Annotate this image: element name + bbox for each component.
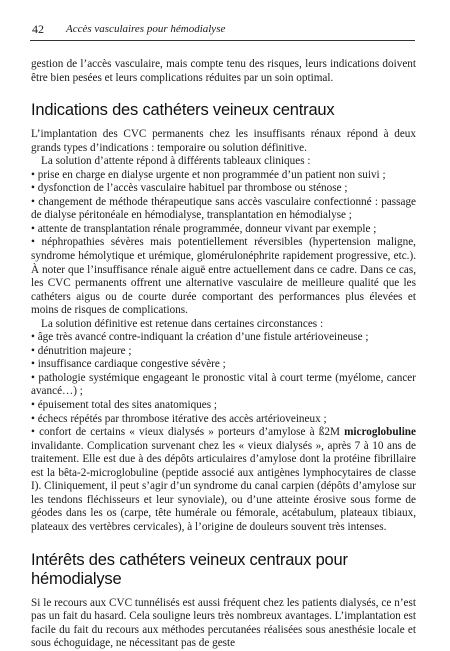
heading-line: hémodialyse	[31, 569, 122, 588]
paragraph: La solution définitive est retenue dans certaines circonstances :	[41, 317, 324, 330]
bullet-item: • dénutrition majeure ;	[31, 345, 416, 359]
paragraph: L’implantation des CVC permanents chez les insuffisants rénaux répond à deux grands types d’indications : temporaire ou solution définitive.	[31, 128, 416, 154]
bullet-item: • épuisement total des sites anatomiques ;	[31, 399, 416, 413]
bullet-item: • âge très avancé contre-indiquant la création d’une fistule artérioveineuse ;	[31, 331, 416, 345]
page-number: 42	[32, 22, 44, 36]
bullet-text: invalidante. Complication survenant chez les « vieux dialysés », après 7 à 10 ans de traitement. Elle est due à des dépôts articulaires d’amylose dont la protéine fibrillaire est la bêta-2-microglobuline (peptide associé aux antigènes lymphocytaires de classe I). Cliniquement, il peut s’agir d’un syndrome du canal carpien (dépôts d’amylose sur les tendons fléchisseurs et leur synoviale), ou d’une atteinte érosive sous forme de géodes dans les os (carpe, tête humérale ou fémorale, acétabulum, plateaux tibiaux, plateaux des vertèbres cervicales), à l’origine de douleurs souvent très intenses.	[31, 439, 416, 533]
section-heading-interets	[31, 551, 416, 589]
heading-line: Intérêts des cathéters veineux centraux pour	[31, 550, 348, 569]
paragraph: Si le recours aux CVC tunnélisés est aussi fréquent chez les patients dialysés, ce n’est pas un fait du hasard. Cela souligne leurs très nombreux avantages. L’implantation est facile du fait du recours aux méthodes percutanées réalisées sous anesthésie locale et sous échoguidage, ne nécessitant pas de geste	[31, 596, 416, 650]
running-title: Accès vasculaires pour hémodialyse	[66, 23, 226, 35]
bullet-item-amylose	[31, 426, 416, 534]
running-header	[30, 22, 415, 41]
bullet-item: • néphropathies sévères mais potentiellement réversibles (hypertension maligne, syndrome hémolytique et urémique, glomérulonéphrite rapidement progressive, etc.). À noter que l’insuffisance rénale aiguë entre actuellement dans ce cadre. Dans ce cas, les CVC permanents offrent une alternative vasculaire de meilleure qualité que les cathéters aigus ou de courte durée comportant des performances plus élevées et moins de risques de complications.	[31, 236, 416, 317]
bullet-item: • insuffisance cardiaque congestive sévère ;	[31, 358, 416, 372]
bullet-item: • échecs répétés par thrombose itérative des accès artérioveineux ;	[31, 413, 416, 427]
bold-term: microglobuline	[344, 426, 416, 439]
bullet-item: • pathologie systémique engageant le pronostic vital à court terme (myélome, cancer avancé…) ;	[31, 372, 416, 399]
bullet-item: • attente de transplantation rénale programmée, donneur vivant par exemple ;	[31, 223, 416, 237]
bullet-item: • changement de méthode thérapeutique sans accès vasculaire confectionné : passage de dialyse péritonéale en hémodialyse, transplantation en hémodialyse ;	[31, 196, 416, 223]
bullet-item: • dysfonction de l’accès vasculaire habituel par thrombose ou sténose ;	[31, 182, 416, 196]
bullet-item: • prise en charge en dialyse urgente et non programmée d’un patient non suivi ;	[31, 169, 416, 183]
intro-paragraph: gestion de l’accès vasculaire, mais compte tenu des risques, leurs indications doivent être bien pesées et leurs complications réduites par un soin optimal.	[31, 58, 416, 84]
bullet-text: confort de certains « vieux dialysés » porteurs d’amylose à ß2M	[39, 426, 345, 439]
section-heading-indications: Indications des cathéters veineux centraux	[31, 101, 335, 120]
body-text	[31, 58, 416, 651]
paragraph: La solution d’attente répond à différents tableaux cliniques :	[41, 155, 311, 168]
